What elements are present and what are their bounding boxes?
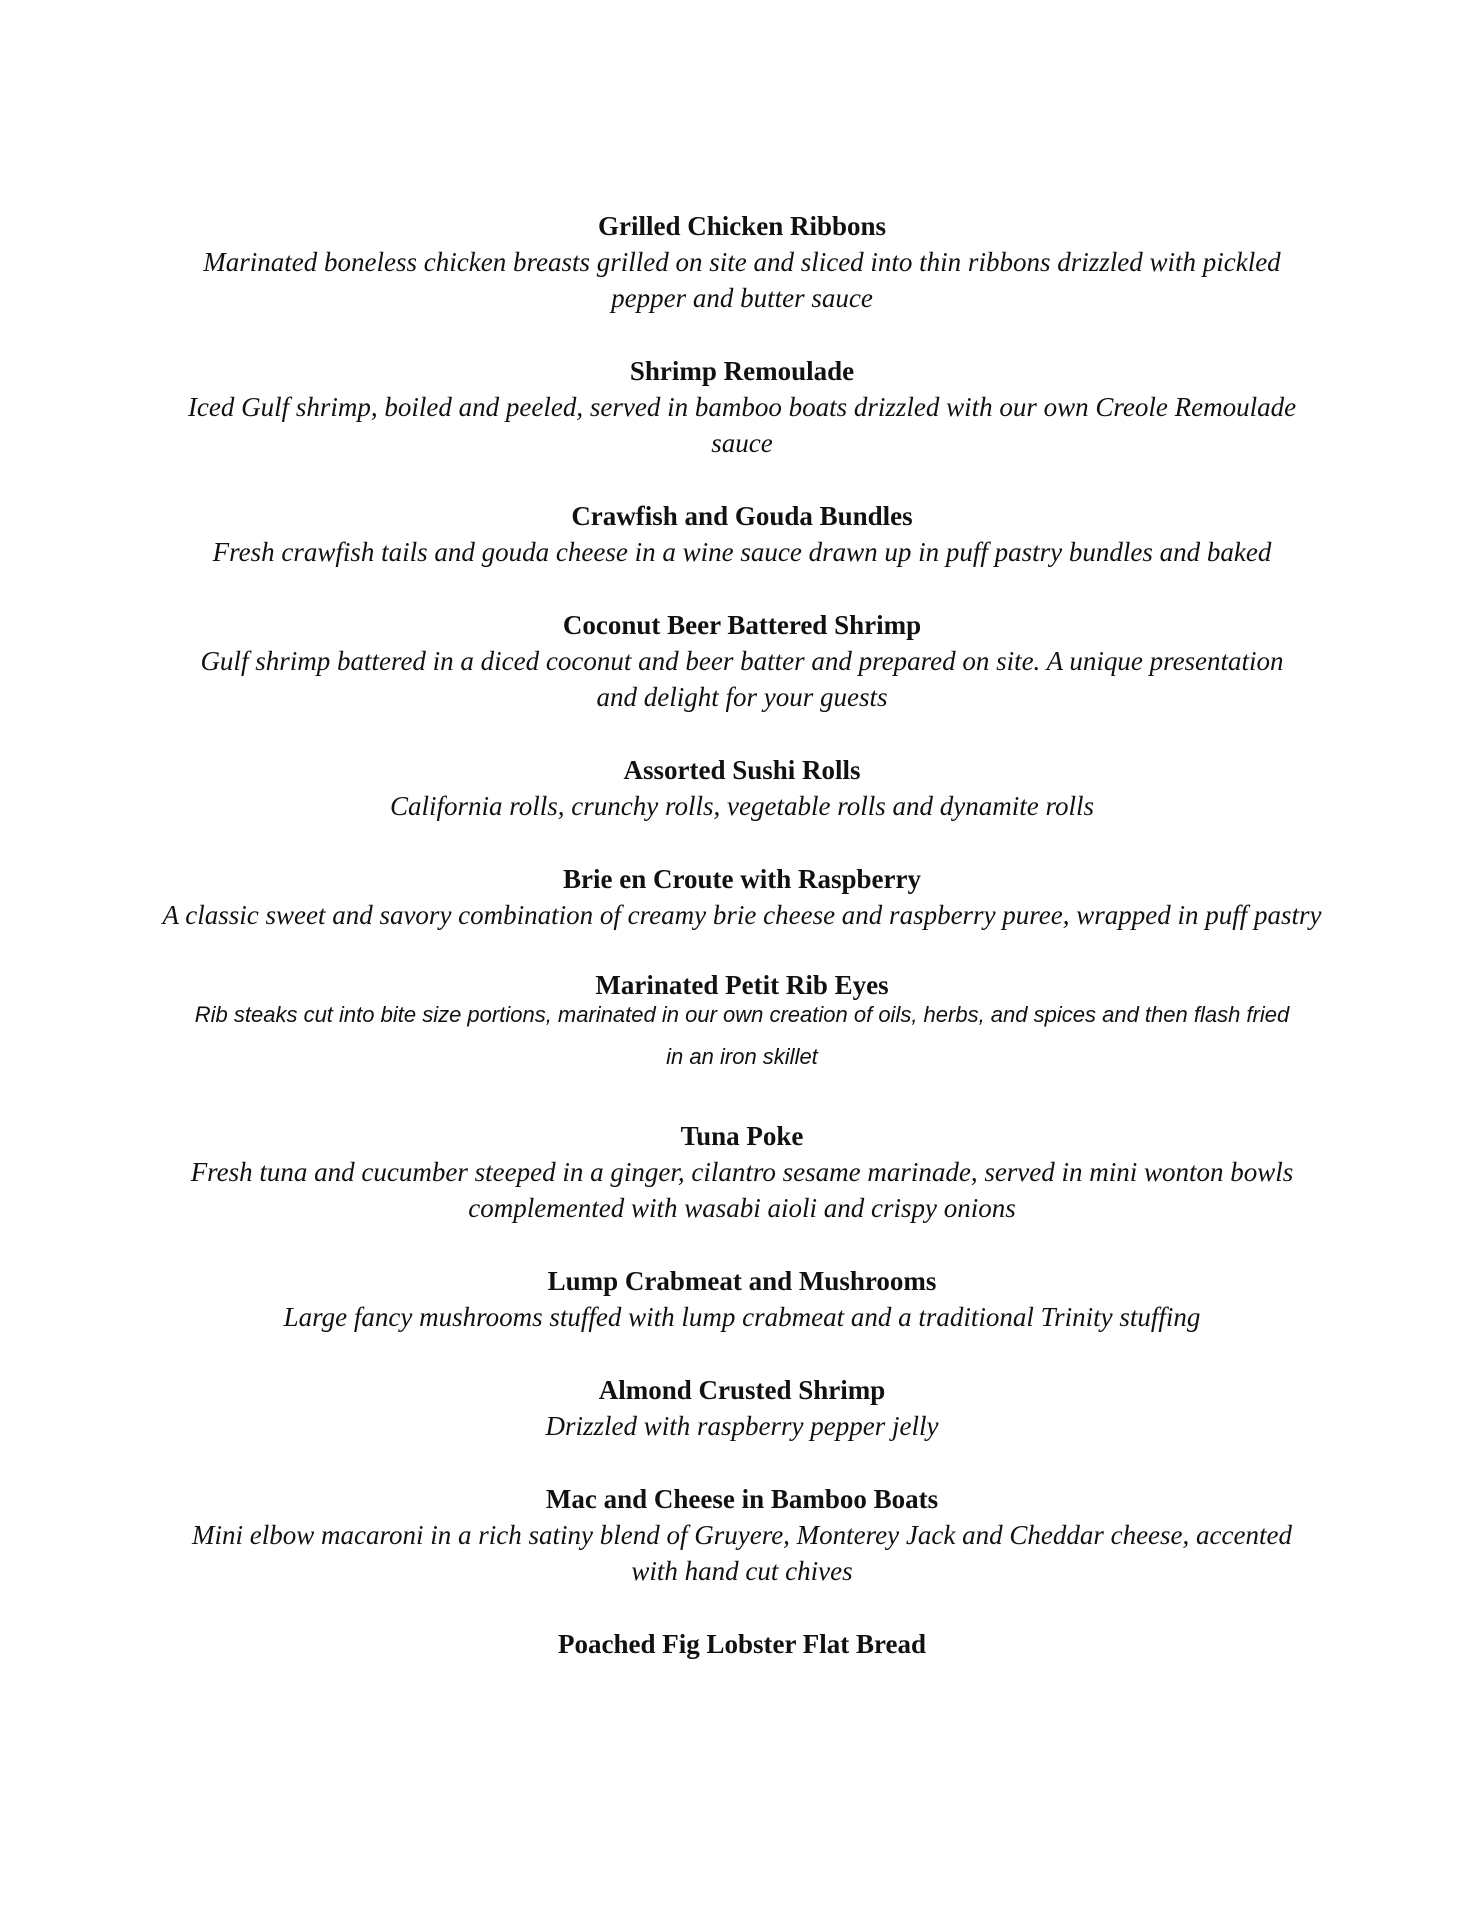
menu-item <box>150 1118 1334 1226</box>
item-title: Poached Fig Lobster Flat Bread <box>558 1629 926 1659</box>
menu-item <box>150 353 1334 461</box>
item-title: Grilled Chicken Ribbons <box>597 211 887 241</box>
menu-item <box>150 208 1334 316</box>
menu-item <box>150 1372 1334 1444</box>
item-title: Marinated Petit Rib Eyes <box>595 970 889 1000</box>
item-description: Fresh tuna and cucumber steeped in a ginger, cilantro sesame marinade, served in mini wonton bowls complemented with wasabi aioli and crispy onions <box>190 1157 1294 1223</box>
item-title: Tuna Poke <box>680 1121 804 1151</box>
item-title: Mac and Cheese in Bamboo Boats <box>545 1484 939 1514</box>
item-title: Assorted Sushi Rolls <box>623 755 861 785</box>
menu-item <box>150 861 1334 933</box>
menu-item <box>150 1626 1334 1662</box>
menu-list <box>150 208 1334 1662</box>
item-description: Gulf shrimp battered in a diced coconut and beer batter and prepared on site. A unique presentation and delight for your guests <box>200 646 1284 712</box>
item-description: Rib steaks cut into bite size portions, marinated in our own creation of oils, herbs, and spices and then flash fried in an iron skillet <box>194 1002 1290 1069</box>
item-description: Fresh crawfish tails and gouda cheese in a wine sauce drawn up in puff pastry bundles and baked <box>212 537 1272 567</box>
item-description: A classic sweet and savory combination of creamy brie cheese and raspberry puree, wrapped in puff pastry <box>162 900 1322 930</box>
item-description: California rolls, crunchy rolls, vegetable rolls and dynamite rolls <box>390 791 1094 821</box>
item-title: Coconut Beer Battered Shrimp <box>562 610 922 640</box>
item-description: Marinated boneless chicken breasts grilled on site and sliced into thin ribbons drizzled with pickled pepper and butter sauce <box>203 247 1281 313</box>
item-description: Iced Gulf shrimp, boiled and peeled, served in bamboo boats drizzled with our own Creole Remoulade sauce <box>187 392 1297 458</box>
item-title: Brie en Croute with Raspberry <box>563 864 921 894</box>
menu-item <box>150 1481 1334 1589</box>
menu-item <box>150 607 1334 715</box>
item-title: Crawfish and Gouda Bundles <box>571 501 913 531</box>
item-description: Large fancy mushrooms stuffed with lump crabmeat and a traditional Trinity stuffing <box>283 1302 1201 1332</box>
item-title: Lump Crabmeat and Mushrooms <box>547 1266 937 1296</box>
item-description: Drizzled with raspberry pepper jelly <box>545 1411 939 1441</box>
menu-item <box>150 752 1334 824</box>
menu-item <box>150 498 1334 570</box>
menu-item <box>150 970 1334 1078</box>
item-title: Shrimp Remoulade <box>629 356 855 386</box>
item-title: Almond Crusted Shrimp <box>598 1375 886 1405</box>
item-description: Mini elbow macaroni in a rich satiny blend of Gruyere, Monterey Jack and Cheddar cheese, accented with hand cut chives <box>192 1520 1292 1586</box>
menu-item <box>150 1263 1334 1335</box>
